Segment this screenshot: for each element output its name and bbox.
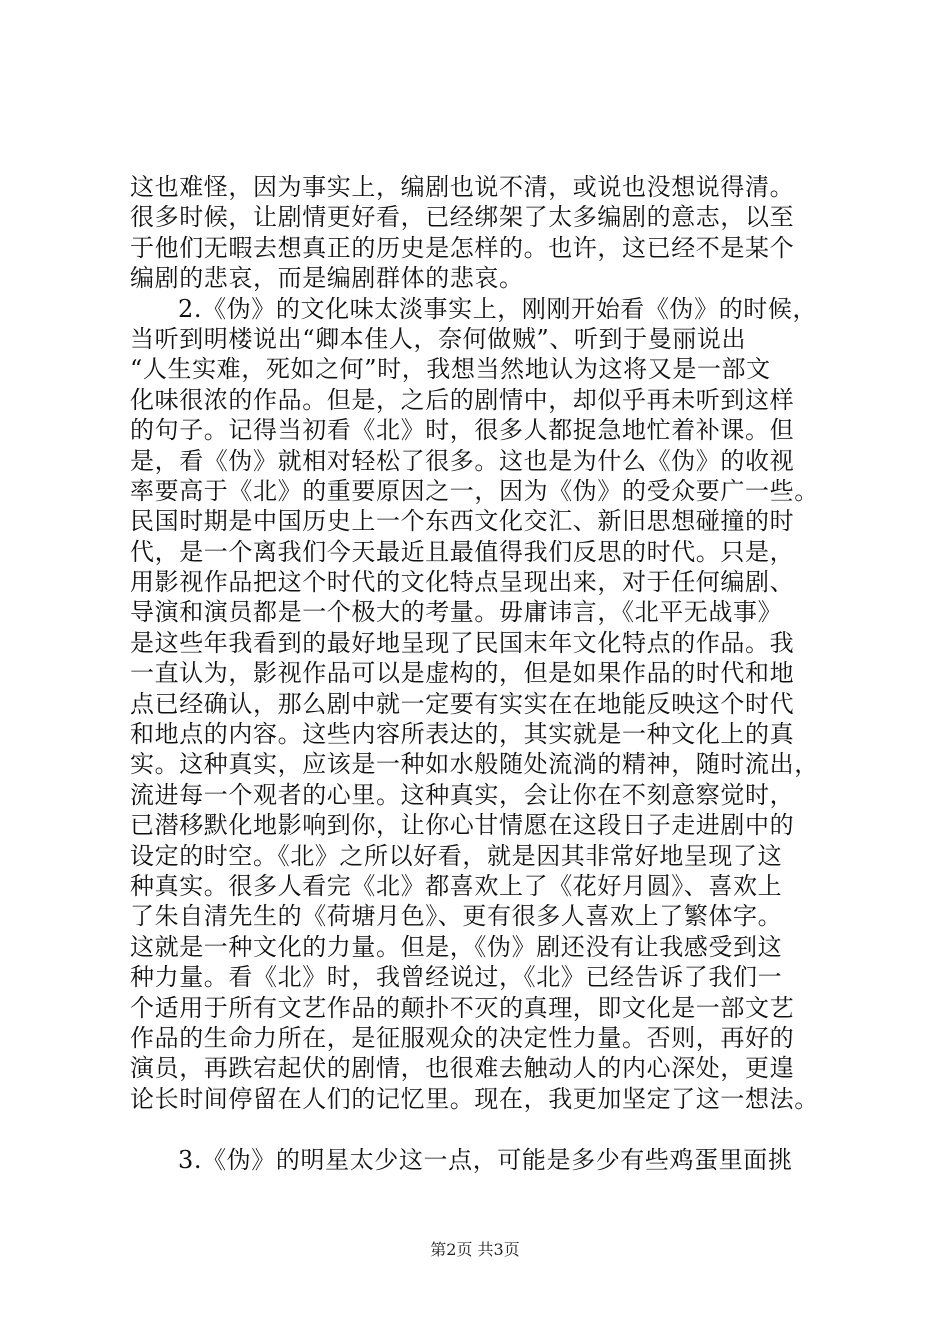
text-line: 是，看《伪》就相对轻松了很多。这也是为什么《伪》的收视 (130, 446, 795, 475)
text-line: 这就是一种文化的力量。但是，《伪》剧还没有让我感受到这 (130, 932, 783, 961)
text-line: 一直认为，影视作品可以是虚构的，但是如果作品的时代和地 (130, 659, 795, 688)
text-line: 这也难怪，因为事实上，编剧也说不清，或说也没想说得清。 (130, 173, 795, 201)
paragraph-3-first-line: 3.《伪》的明星太少这一点，可能是多少有些鸡蛋里面挑 (178, 1146, 793, 1175)
text-line: 当听到明楼说出“卿本佳人，奈何做贼”、听到于曼丽说出 (130, 324, 747, 353)
text-line: 代，是一个离我们今天最近且最值得我们反思的时代。只是， (130, 537, 795, 566)
text-line: 民国时期是中国历史上一个东西文化交汇、新旧思想碰撞的时 (130, 507, 795, 536)
text-line: 导演和演员都是一个极大的考量。毋庸讳言，《北平无战事》 (130, 598, 783, 627)
text-line: 实。这种真实，应该是一种如水般随处流淌的精神，随时流出， (130, 750, 819, 779)
text-line: 设定的时空。《北》之所以好看，就是因其非常好地呈现了这 (130, 841, 783, 870)
text-line: 种真实。很多人看完《北》都喜欢上了《花好月圆》、喜欢上 (130, 871, 783, 900)
text-line: 用影视作品把这个时代的文化特点呈现出来，对于任何编剧、 (130, 568, 795, 597)
text-line: 流进每一个观者的心里。这种真实，会让你在不刻意察觉时， (130, 780, 795, 809)
text-line: 率要高于《北》的重要原因之一，因为《伪》的受众要广一些。 (130, 476, 819, 505)
paragraph-2-first-line: 2.《伪》的文化味太淡事实上，刚刚开始看《伪》的时候， (178, 294, 818, 323)
body-text (130, 172, 830, 1176)
text-line: 是这些年我看到的最好地呈现了民国末年文化特点的作品。我 (130, 628, 795, 657)
text-line: 点已经确认，那么剧中就一定要有实实在在地能反映这个时代 (130, 689, 795, 718)
page-footer: 第2页 共3页 (430, 1240, 520, 1259)
text-line: 已潜移默化地影响到你，让你心甘情愿在这段日子走进剧中的 (130, 811, 795, 840)
text-line: 个适用于所有文艺作品的颠扑不灭的真理，即文化是一部文艺 (130, 993, 795, 1022)
paragraph-gap (130, 1114, 830, 1145)
text-line: “人生实难，死如之何”时，我想当然地认为这将又是一部文 (130, 355, 771, 384)
text-line: 于他们无暇去想真正的历史是怎样的。也许，这已经不是某个 (130, 233, 795, 262)
text-line: 作品的生命力所在，是征服观众的决定性力量。否则，再好的 (130, 1023, 795, 1052)
text-line: 了朱自清先生的《荷塘月色》、更有很多人喜欢上了繁体字。 (130, 902, 783, 931)
text-line: 种力量。看《北》时，我曾经说过，《北》已经告诉了我们一 (130, 963, 783, 992)
text-line: 论长时间停留在人们的记忆里。现在，我更加坚定了这一想法。 (130, 1084, 819, 1113)
text-line: 和地点的内容。这些内容所表达的，其实就是一种文化上的真 (130, 720, 795, 749)
text-line: 编剧的悲哀，而是编剧群体的悲哀。 (130, 264, 524, 293)
text-line: 很多时候，让剧情更好看，已经绑架了太多编剧的意志，以至 (130, 203, 795, 232)
text-line: 的句子。记得当初看《北》时，很多人都捉急地忙着补课。但 (130, 416, 795, 445)
text-line: 演员，再跌宕起伏的剧情，也很难去触动人的内心深处，更遑 (130, 1054, 795, 1083)
text-line: 化味很浓的作品。但是，之后的剧情中，却似乎再未听到这样 (130, 385, 795, 414)
